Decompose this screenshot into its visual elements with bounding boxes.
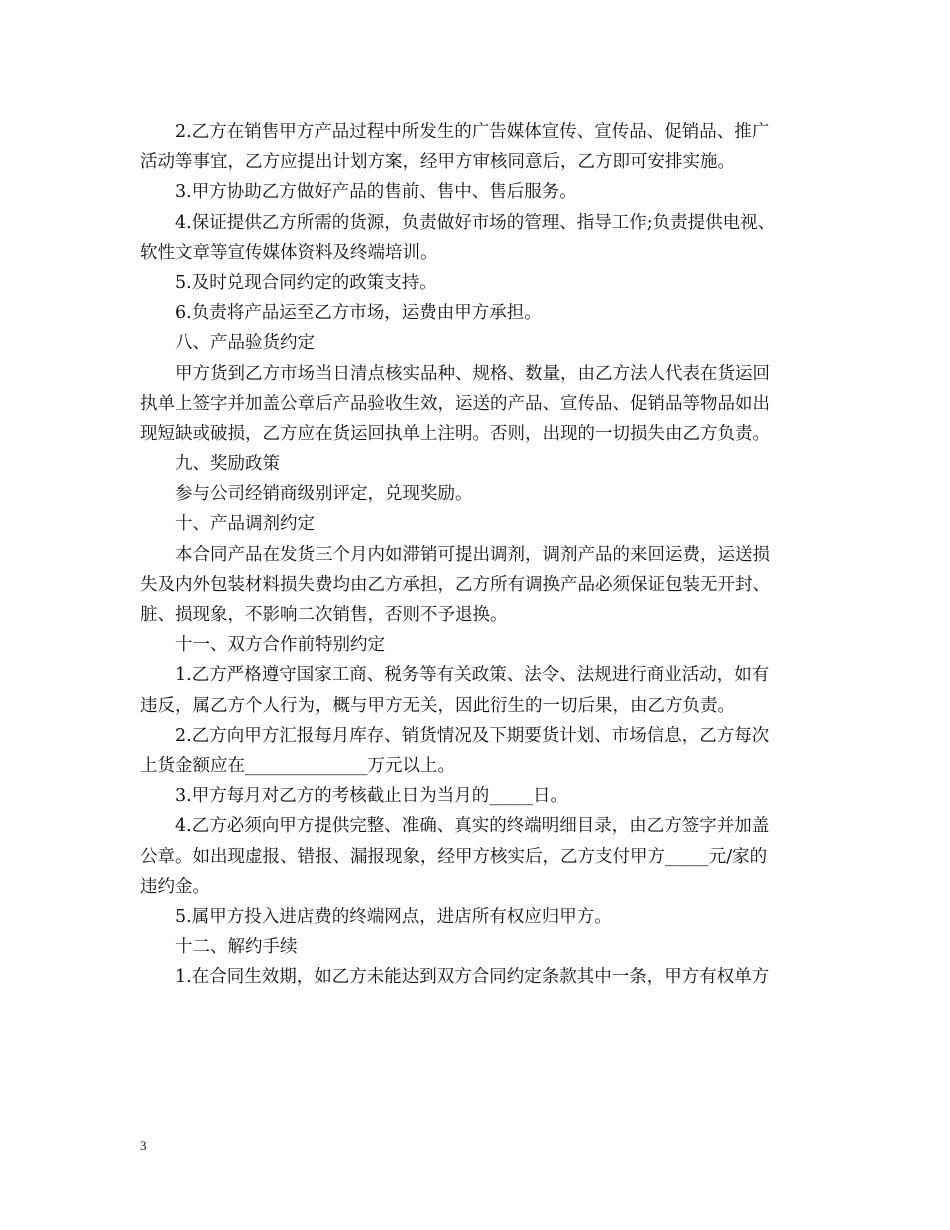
text-line: 2.乙方在销售甲方产品过程中所发生的广告媒体宣传、宣传品、促销品、推广 (175, 122, 770, 142)
page-number: 3 (140, 1138, 147, 1153)
text-line: 2.乙方向甲方汇报每月库存、销货情况及下期要货计划、市场信息，乙方每次 (175, 725, 770, 746)
text-line: 执单上签字并加盖公章后产品验收生效，运送的产品、宣传品、促销品等物品如出 (140, 393, 770, 414)
text-line: 参与公司经销商级别评定，兑现奖励。 (175, 484, 473, 505)
text-line: 5.属甲方投入进店费的终端网点，进店所有权应归甲方。 (175, 906, 612, 927)
text-line: 公章。如出现虚报、错报、漏报现象，经甲方核实后，乙方支付甲方_____元/家的 (140, 846, 768, 867)
text-line: 5.及时兑现合同约定的政策支持。 (175, 272, 437, 293)
text-line: 活动等事宜，乙方应提出计划方案，经甲方审核同意后，乙方即可安排实施。 (140, 152, 735, 173)
document-body (140, 117, 820, 992)
text-line: 1.乙方严格遵守国家工商、税务等有关政策、法令、法规进行商业活动，如有 (175, 665, 770, 686)
text-line: 3.甲方协助乙方做好产品的售前、售中、售后服务。 (175, 182, 577, 203)
text-line: 十二、解约手续 (175, 937, 298, 958)
text-line: 现短缺或破损，乙方应在货运回执单上注明。否则，出现的一切损失由乙方负责。 (140, 423, 770, 444)
text-line: 4.保证提供乙方所需的货源，负责做好市场的管理、指导工作;负责提供电视、 (175, 212, 776, 233)
text-line: 十一、双方合作前特别约定 (175, 635, 385, 656)
text-line: 6.负责将产品运至乙方市场，运费由甲方承担。 (175, 303, 542, 324)
text-line: 本合同产品在发货三个月内如滞销可提出调剂，调剂产品的来回运费，运送损 (175, 544, 770, 565)
text-line: 违反，属乙方个人行为，概与甲方无关，因此衍生的一切后果，由乙方负责。 (140, 695, 735, 716)
text-line: 违约金。 (140, 876, 210, 897)
text-line: 八、产品验货约定 (175, 333, 315, 354)
text-line: 失及内外包装材料损失费均由乙方承担，乙方所有调换产品必须保证包装无开封、 (140, 574, 770, 595)
text-line: 3.甲方每月对乙方的考核截止日为当月的_____日。 (175, 786, 568, 807)
text-line: 十、产品调剂约定 (175, 514, 315, 535)
text-line: 上货金额应在______________万元以上。 (140, 755, 455, 776)
text-line: 1.在合同生效期，如乙方未能达到双方合同约定条款其中一条，甲方有权单方 (175, 967, 770, 988)
text-line: 脏、损现象，不影响二次销售，否则不予退换。 (140, 605, 508, 625)
text-line: 甲方货到乙方市场当日清点核实品种、规格、数量，由乙方法人代表在货运回 (175, 363, 770, 384)
text-line: 4.乙方必须向甲方提供完整、准确、真实的终端明细目录，由乙方签字并加盖 (175, 816, 770, 837)
text-line: 九、奖励政策 (175, 454, 280, 475)
text-line: 软性文章等宣传媒体资料及终端培训。 (140, 242, 438, 263)
